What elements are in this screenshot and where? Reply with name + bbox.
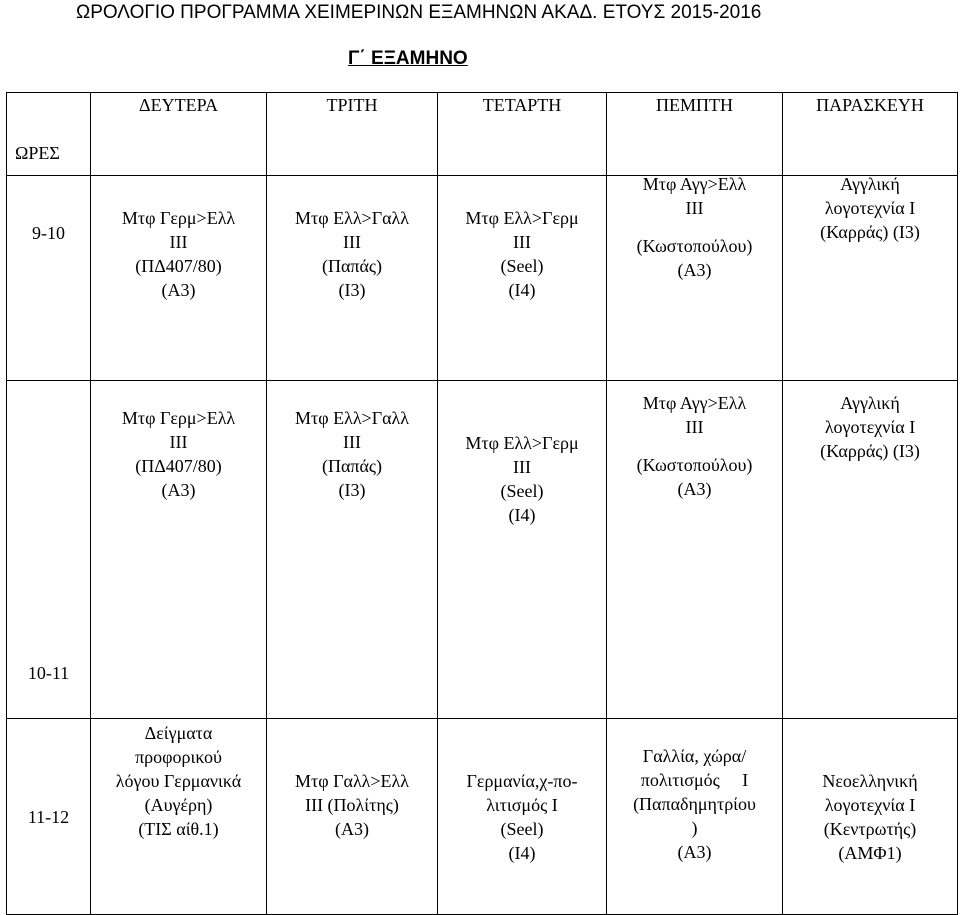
course-cell (783, 719, 958, 915)
course-line: ΙΙΙ (343, 432, 361, 452)
semester-heading (348, 47, 608, 71)
course-line: Μτφ Γερμ>Ελλ (121, 208, 236, 228)
course-cell (91, 719, 267, 915)
course-line: Δείγματα (144, 723, 213, 743)
course-cell (438, 176, 607, 381)
course-cell (267, 176, 438, 381)
day-header-friday: ΠΑΡΑΣΚΕΥΗ (783, 93, 958, 176)
course-line: λογοτεχνία Ι (824, 795, 916, 815)
course-line: (Παπάς) (321, 256, 383, 276)
time-slot: 11-12 (7, 719, 91, 915)
course-line: (Seel) (500, 256, 544, 276)
course-line: Μτφ Ελλ>Γερμ (465, 433, 579, 453)
course-line: ΙΙΙ (169, 432, 188, 452)
course-line: Γερμανία,χ-πο- (466, 771, 578, 791)
course-line: (Κωστοπούλου) (636, 236, 753, 256)
day-header-wednesday: ΤΕΤΑΡΤΗ (438, 93, 607, 176)
course-cell (607, 381, 783, 719)
course-line: (Α3) (677, 479, 712, 499)
course-line: ΙΙΙ (343, 232, 361, 252)
course-line: (Ι4) (508, 280, 536, 300)
course-line: Μτφ Γαλλ>Ελλ (294, 771, 410, 791)
timetable (6, 92, 958, 915)
course-line: Μτφ Γερμ>Ελλ (121, 408, 236, 428)
day-header-thursday: ΠΕΜΠΤΗ (607, 93, 783, 176)
day-header-tuesday: ΤΡΙΤΗ (267, 93, 438, 176)
course-line: (Κεντρωτής) (823, 819, 917, 839)
semester-label: Γ΄ ΕΞΑΜΗΝΟ (348, 48, 468, 69)
course-line: Μτφ Ελλ>Γαλλ (294, 408, 410, 428)
course-cell (91, 176, 267, 381)
course-line: (Α3) (677, 842, 712, 862)
course-line: λόγου Γερμανικά (115, 771, 242, 791)
course-line: Νεοελληνική (822, 771, 918, 791)
course-line: (Καρράς) (Ι3) (820, 222, 920, 242)
course-cell (607, 176, 783, 381)
course-cell (91, 381, 267, 719)
course-cell (783, 381, 958, 719)
course-line: (Αυγέρη) (144, 795, 213, 815)
hours-header: ΩΡΕΣ (7, 93, 91, 176)
course-line: ΙΙΙ (513, 457, 531, 477)
table-row (7, 719, 958, 915)
course-cell (438, 381, 607, 719)
course-line: (Ι4) (508, 505, 536, 525)
course-line: (Ι3) (338, 480, 366, 500)
course-cell (607, 719, 783, 915)
course-line: (Seel) (500, 481, 544, 501)
course-line: πολιτισμός Ι (640, 770, 749, 790)
course-line: (Α3) (677, 260, 712, 280)
course-cell (438, 719, 607, 915)
table-row (7, 176, 958, 381)
course-cell (267, 381, 438, 719)
course-line: Αγγλική (840, 393, 900, 413)
course-line: (Α3) (161, 280, 196, 300)
course-line: (ΑΜΦ1) (838, 843, 902, 863)
course-line: (Κωστοπούλου) (636, 455, 753, 475)
course-line: (ΠΔ407/80) (135, 256, 222, 276)
course-line: (Seel) (500, 819, 544, 839)
course-line: Μτφ Ελλ>Γερμ (465, 208, 579, 228)
course-line: (Ι4) (508, 843, 536, 863)
course-line: ) (691, 818, 698, 838)
page-title: ΩΡΟΛΟΓΙΟ ΠΡΟΓΡΑΜΜΑ ΧΕΙΜΕΡΙΝΩΝ ΕΞΑΜΗΝΩΝ ΑΚΑΔ. ΕΤΟΥΣ 2015-2016 (76, 2, 762, 23)
course-line: ΙΙΙ (685, 198, 704, 218)
course-line: (Ι3) (338, 280, 366, 300)
course-line: (ΠΔ407/80) (135, 456, 222, 476)
course-cell (783, 176, 958, 381)
header-row (7, 93, 958, 176)
course-line: προφορικού (135, 747, 222, 767)
course-line: Μτφ Ελλ>Γαλλ (294, 208, 410, 228)
course-line: Γαλλία, χώρα/ (642, 746, 747, 766)
course-line: Αγγλική (840, 174, 900, 194)
course-line: ΙΙΙ (Πολίτης) (305, 795, 399, 815)
course-line: (ΤΙΣ αίθ.1) (138, 819, 219, 839)
course-line: λιτισμός Ι (486, 795, 558, 815)
course-line: ΙΙΙ (513, 232, 531, 252)
course-line: Μτφ Αγγ>Ελλ (642, 174, 747, 194)
course-line: (Παπάς) (321, 456, 383, 476)
course-line: (Καρράς) (Ι3) (820, 441, 920, 461)
time-slot: 10-11 (7, 381, 91, 719)
course-line: λογοτεχνία Ι (824, 198, 916, 218)
course-line: (Α3) (335, 819, 369, 839)
course-line: ΙΙΙ (169, 232, 188, 252)
time-slot: 9-10 (7, 176, 91, 381)
course-line: ΙΙΙ (685, 417, 704, 437)
course-cell (267, 719, 438, 915)
day-header-monday: ΔΕΥΤΕΡΑ (91, 93, 267, 176)
table-row (7, 381, 958, 719)
course-line: (Παπαδημητρίου (633, 794, 756, 814)
course-line: Μτφ Αγγ>Ελλ (642, 393, 747, 413)
course-line: λογοτεχνία Ι (824, 417, 916, 437)
course-line: (Α3) (161, 480, 196, 500)
